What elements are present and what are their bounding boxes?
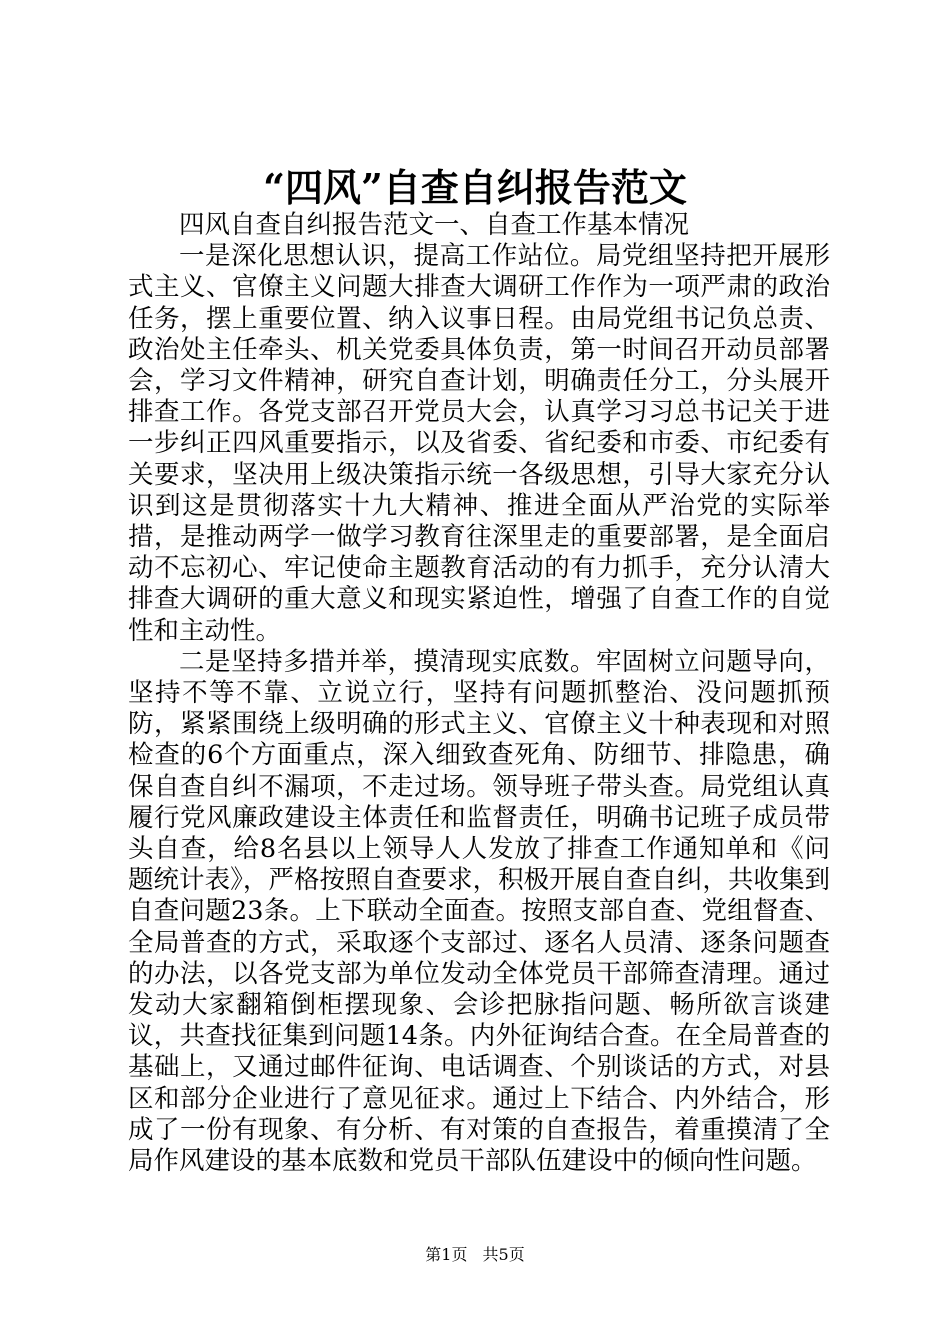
document-title: “四风”自查自纠报告范文: [263, 165, 687, 210]
paragraph-one: 一是深化思想认识，提高工作站位。局党组坚持把开展形式主义、官僚主义问题大排查大调研工作作为一项严肃的政治任务，摆上重要位置、纳入议事日程。由局党组书记负总责、政治处主任牵头、机关党委具体负责，第一时间召开动员部署会，学习文件精神，研究自查计划，明确责任分工，分头展开排查工作。各党支部召开党员大会，认真学习习总书记关于进一步纠正四风重要指示，以及省委、省纪委和市委、市纪委有关要求，坚决用上级决策指示统一各级思想，引导大家充分认识到这是贯彻落实十九大精神、推进全面从严治党的实际举措，是推动两学一做学习教育往深里走的重要部署，是全面启动不忘初心、牢记使命主题教育活动的有力抓手，充分认清大排查大调研的重大意义和现实紧迫性，增强了自查工作的自觉性和主动性。: [128, 241, 830, 646]
paragraph-two: 二是坚持多措并举，摸清现实底数。牢固树立问题导向，坚持不等不靠、立说立行，坚持有问题抓整治、没问题抓预防，紧紧围绕上级明确的形式主义、官僚主义十种表现和对照检查的6个方面重点，深入细致查死角、防细节、排隐患，确保自查自纠不漏项，不走过场。领导班子带头查。局党组认真履行党风廉政建设主体责任和监督责任，明确书记班子成员带头自查，给8名县以上领导人人发放了排查工作通知单和《问题统计表》，严格按照自查要求，积极开展自查自纠，共收集到自查问题23条。上下联动全面查。按照支部自查、党组督查、全局普查的方式，采取逐个支部过、逐名人员清、逐条问题查的办法，以各党支部为单位发动全体党员干部筛查清理。通过发动大家翻箱倒柜摆现象、会诊把脉指问题、畅所欲言谈建议，共查找征集到问题14条。内外征询结合查。在全局普查的基础上，又通过邮件征询、电话调查、个别谈话的方式，对县区和部分企业进行了意见征求。通过上下结合、内外结合，形成了一份有现象、有分析、有对策的自查报告，着重摸清了全局作风建设的基本底数和党员干部队伍建设中的倾向性问题。: [128, 646, 830, 1177]
document-body: [128, 210, 830, 1177]
paragraph-heading: 四风自查自纠报告范文一、自查工作基本情况: [179, 210, 690, 240]
page-footer: [0, 1244, 950, 1266]
page-number: 第1页: [425, 1245, 468, 1264]
page-total: 共5页: [482, 1245, 525, 1264]
